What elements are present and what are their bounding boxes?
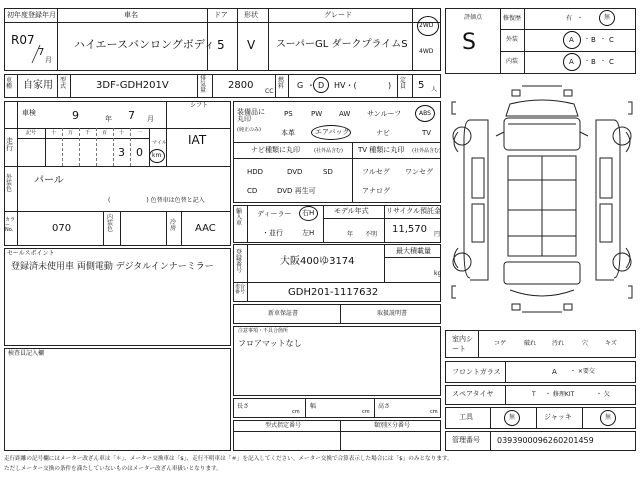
mileage-label: 走行 — [6, 137, 13, 152]
equip-sunroof: サンルーフ — [367, 110, 402, 118]
width-label: 幅 — [310, 403, 317, 410]
tv-oneseg: ワンセグ — [405, 168, 433, 176]
interior-grade-b: B — [591, 58, 596, 66]
shift-value: IAT — [188, 133, 207, 147]
model-year-unit: 年 — [347, 231, 354, 238]
length-unit: cm — [292, 409, 300, 415]
class-code-label: 類別区分番号 — [374, 422, 411, 429]
inspection-label: 車検 — [22, 109, 36, 117]
jack-label: ジャッキ — [544, 413, 572, 421]
equip-abs: ABS — [419, 110, 431, 117]
plate-label: 登録番号 — [236, 249, 243, 274]
equip-ps: PS — [284, 110, 293, 118]
equip-pw: PW — [311, 110, 323, 118]
color-no-label: カラーNo. — [5, 217, 16, 233]
interior-color-label: 内装色 — [107, 214, 114, 233]
seat-label: 室内シート — [452, 335, 473, 353]
doors-value: 5 — [217, 38, 225, 52]
tv-label: TV 種類に丸印 — [358, 146, 405, 154]
car-name: ハイエースバンロングボディ — [74, 38, 215, 51]
ac-value: AAC — [195, 223, 216, 234]
equipment-sub: (純正のみ) — [237, 127, 261, 133]
inspection-year: 9 — [72, 109, 79, 122]
digit-h-3: 百 — [102, 130, 108, 136]
tools-label: 工具 — [459, 413, 473, 421]
tv-analog: アナログ — [362, 187, 390, 195]
dimensions-frame — [233, 398, 441, 418]
windshield-value: A — [552, 368, 557, 376]
displacement-label: 排気量 — [200, 75, 207, 94]
navi-note: (社外品含む) — [314, 148, 343, 154]
model-value: 3DF-GDH201V — [96, 80, 169, 91]
digit-h-1: 万 — [68, 130, 74, 136]
mgmt-value: 0393900096260201459 — [497, 436, 594, 445]
inspector-label: 検査員記入欄 — [8, 350, 45, 357]
mgmt-label: 管理番号 — [452, 436, 480, 444]
sales-point-text: 登録済未使用車 両側電動 デジタルインナーミラー — [11, 262, 214, 272]
inspector-frame — [4, 348, 231, 451]
exterior-grade-label: 外装 — [506, 36, 519, 43]
equip-aw: AW — [339, 110, 351, 118]
import-parallel: ・並行 — [262, 229, 283, 237]
shift-label: シフト — [190, 102, 209, 109]
color-no-value: 070 — [52, 223, 72, 234]
capacity-value: 5 — [418, 80, 425, 91]
repair-yes: 有 — [566, 15, 573, 22]
spare-label: スペアタイヤ — [452, 390, 494, 398]
notes-label: 注意事項・不具合箇所 — [238, 328, 289, 334]
digit-h-2: 千 — [85, 130, 91, 136]
fuel-hv: HV・( — [334, 81, 357, 90]
spare-t: T — [532, 391, 536, 398]
navi-cd: CD — [247, 187, 258, 195]
exterior-note: ( ) 色替車は色替と記入 — [108, 197, 205, 204]
windshield-label: フロントガラス — [452, 368, 501, 376]
interior-grade-label: 内装 — [506, 58, 519, 65]
fuel-g: G — [297, 81, 304, 90]
navi-hdd: HDD — [247, 168, 264, 176]
displacement-value: 2800 — [228, 80, 254, 91]
mile-label: マイル — [152, 140, 167, 146]
first-reg-year: R07 — [11, 33, 35, 47]
model-year-value: 不明 — [365, 231, 378, 238]
height-label: 高さ — [378, 403, 391, 410]
spare-kit: ・ 修理KIT — [545, 391, 575, 398]
mileage-symbol-label: 記号 — [26, 130, 37, 136]
interior-grade-c: C — [609, 58, 614, 66]
interior-grade-a: A — [569, 58, 574, 66]
exterior-grade-b: B — [591, 36, 596, 44]
drive-2wd: 2WD — [419, 22, 434, 29]
navi-sd: SD — [323, 168, 333, 176]
sales-point-label: セールスポイント — [7, 250, 55, 257]
windshield-note: ・ ×要交 — [570, 368, 595, 375]
navi-dvd-play: DVD 再生可 — [277, 187, 316, 195]
score-value: S — [462, 30, 476, 55]
import-dealer: ディーラー — [257, 210, 292, 218]
import-right-handle: 右H — [302, 209, 315, 217]
use-value: 自家用 — [23, 80, 53, 91]
fuel-d: D — [318, 81, 325, 90]
model-label: 型式 — [60, 77, 67, 90]
score-label: 評価点 — [464, 14, 483, 21]
digit-value-1: 0 — [136, 146, 143, 159]
inspection-year-unit: 年 — [105, 115, 112, 123]
drive-4wd: 4WD — [419, 48, 434, 55]
digit-h-0: 十 — [51, 130, 57, 136]
warranty-frame — [233, 304, 441, 324]
chassis-value: GDH201-1117632 — [288, 287, 379, 298]
exterior-grade-a: A — [569, 36, 574, 44]
notes-text: フロアマットなし — [238, 339, 302, 348]
footer-note-1: 走行距離の記号欄にはメーター改ざん車は「＊」、メーター交換車は「$」、走行不明車は「＃」を記入してください。メーター交換で合算表示した場合には「$」のみとなります。 — [4, 456, 453, 462]
ac-label: 冷房 — [170, 219, 177, 232]
max-load-kg: kg — [434, 270, 442, 277]
height-unit: cm — [430, 409, 438, 415]
use-label: 車種 — [6, 77, 13, 90]
shape-label: 形状 — [244, 11, 258, 19]
cc-unit: CC — [265, 88, 274, 95]
navi-dvd: DVD — [287, 168, 303, 176]
import-label: 輸入車 — [236, 208, 243, 227]
exterior-value: パール — [34, 175, 64, 186]
type-designation-label: 型式指定番号 — [265, 422, 302, 429]
notes-frame — [233, 326, 441, 396]
grade-label: グレード — [324, 11, 352, 19]
seat-hole: 穴 — [582, 340, 589, 347]
first-reg-month-unit: 月 — [45, 56, 52, 64]
plate-value: 大阪400ゆ3174 — [280, 256, 355, 267]
recycle-yen: 円 — [434, 231, 441, 238]
capacity-label: 定員 — [400, 77, 407, 90]
inspection-month-unit: 月 — [147, 115, 154, 123]
seat-stain: 汚れ — [552, 340, 565, 347]
first-reg-month: 7 — [38, 47, 45, 58]
digit-value-0: 3 — [118, 146, 125, 159]
car-name-label: 車名 — [124, 11, 138, 19]
first-reg-label: 初年度登録年月 — [7, 11, 56, 19]
equip-airbag: エアバック — [315, 128, 350, 136]
jack-value: 無 — [605, 414, 612, 421]
recycle-value: 11,570 — [392, 224, 427, 235]
car-body-diagram — [448, 80, 636, 326]
digit-h-4: 十 — [119, 130, 125, 136]
warranty-new: 新車保証書 — [268, 310, 299, 317]
fuel-label: 燃料 — [278, 77, 285, 90]
tools-value: 無 — [509, 414, 516, 421]
repair-label: 修復歴 — [503, 15, 522, 22]
recycle-label: リサイクル預託金 — [386, 207, 442, 215]
reg-slash-icon — [30, 44, 45, 64]
equipment-label: 装備品に丸印 — [237, 108, 265, 123]
seat-burn: コゲ — [494, 340, 507, 347]
capacity-unit: 人 — [431, 86, 438, 93]
doors-label: ドア — [214, 11, 228, 19]
seat-scratch: キズ — [605, 340, 617, 347]
import-left-handle: 左H — [302, 229, 315, 237]
repair-no: 無 — [604, 14, 611, 21]
tv-fullseg: フルセグ — [362, 168, 390, 176]
warranty-manual: 取扱説明書 — [377, 310, 408, 317]
width-unit: cm — [362, 409, 370, 415]
inspection-month: 7 — [128, 109, 135, 122]
equip-leather: 本革 — [281, 129, 295, 137]
grade-value: スーパーGL ダークプライムS — [276, 39, 408, 50]
footer-note-2: ただしメーター交換の条件を満たしていないものはメーター改ざん車扱いとなります。 — [4, 466, 222, 472]
digit-h-5: 一 — [137, 130, 143, 136]
equip-navi: ナビ — [376, 129, 390, 137]
seat-tear: 破れ — [524, 340, 537, 347]
equip-tv: TV — [422, 129, 432, 137]
exterior-grade-c: C — [609, 36, 614, 44]
exterior-label: 外装色 — [6, 174, 13, 193]
chassis-label: 車台番号 — [235, 284, 246, 295]
model-year-label: モデル年式 — [334, 207, 369, 215]
length-label: 長さ — [237, 403, 250, 410]
spare-none: ・ 欠 — [596, 391, 610, 398]
fuel-close: ) — [388, 81, 392, 90]
navi-label: ナビ種類に丸印 — [251, 146, 300, 154]
shape-value: V — [247, 38, 256, 52]
header-divider — [4, 22, 441, 23]
tv-note: (社外品含む) — [412, 148, 441, 154]
km-label: km — [152, 152, 162, 159]
max-load-label: 最大積載量 — [396, 247, 431, 255]
